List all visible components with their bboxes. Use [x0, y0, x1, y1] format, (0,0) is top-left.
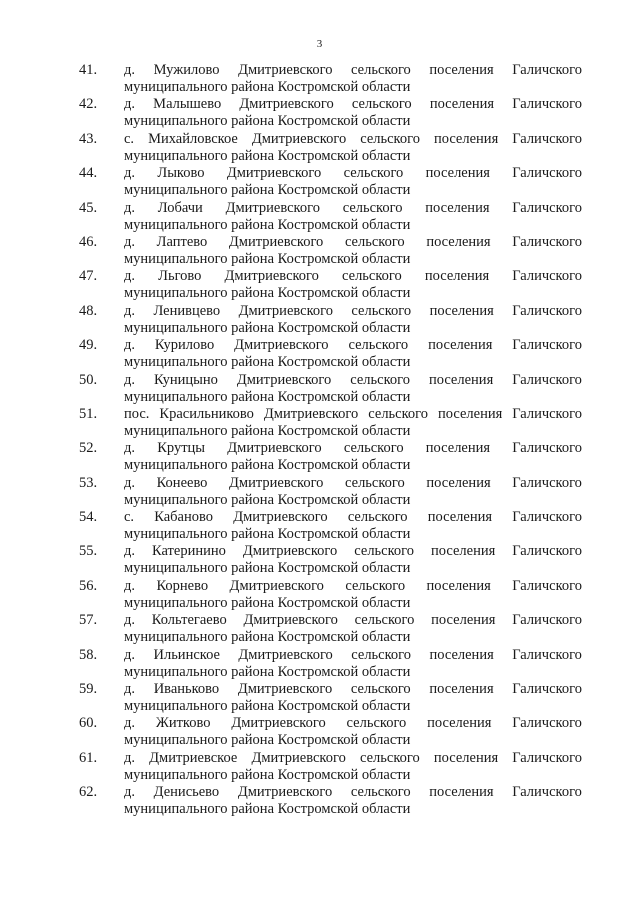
item-first-line: [124, 96, 582, 113]
item-word: Дмитриевского: [224, 268, 319, 285]
item-word: Галичского: [512, 199, 582, 216]
item-word: поселения: [425, 440, 491, 457]
item-word: Красильниково: [159, 405, 254, 422]
item-word: Мужилово: [153, 62, 220, 78]
item-word: д.: [124, 681, 136, 698]
item-word: Дмитриевского: [243, 612, 338, 629]
item-word: д.: [124, 165, 136, 182]
item-word: Кольтегаево: [151, 612, 227, 629]
item-number: 45.: [79, 199, 98, 216]
item-first-line: [124, 612, 582, 629]
item-number: 51.: [79, 405, 98, 422]
item-word: сельского: [343, 440, 404, 457]
item-word: поселения: [433, 130, 499, 147]
item-word: Иваньково: [153, 681, 220, 698]
item-word: Дмитриевского: [234, 337, 329, 354]
item-word: поселения: [429, 646, 494, 663]
item-word: сельского: [345, 577, 406, 594]
list-item: [0, 509, 639, 543]
list-item: [0, 543, 639, 577]
item-number: 49.: [79, 337, 98, 354]
item-word: сельского: [347, 509, 408, 526]
item-word: д.: [124, 646, 136, 663]
item-first-line: [124, 578, 582, 595]
item-word: Дмитриевского: [225, 199, 320, 216]
item-word: Галичского: [512, 509, 582, 526]
item-number: 54.: [79, 509, 98, 526]
item-word: Галичского: [512, 715, 582, 732]
item-word: Малышево: [153, 96, 222, 113]
item-word: д.: [124, 268, 136, 285]
item-continuation: муниципального района Костромской области: [124, 319, 411, 336]
list-item: [0, 612, 639, 646]
item-word: поселения: [429, 62, 494, 78]
item-word: Дмитриевского: [233, 509, 328, 526]
item-continuation: муниципального района Костромской области: [124, 113, 411, 130]
item-first-line: [124, 62, 582, 79]
list-item: [0, 578, 639, 612]
item-word: Дмитриевского: [263, 405, 359, 422]
item-continuation: муниципального района Костромской области: [124, 285, 411, 302]
item-word: Лыково: [157, 165, 205, 182]
item-word: Дмитриевского: [238, 302, 333, 319]
item-word: Галичского: [512, 233, 582, 250]
item-continuation: муниципального района Костромской области: [124, 216, 411, 233]
item-word: сельского: [343, 165, 404, 182]
item-continuation: муниципального района Костромской области: [124, 594, 411, 611]
item-number: 48.: [79, 302, 98, 319]
item-word: Галичского: [512, 784, 582, 801]
list-item: [0, 131, 639, 165]
item-word: поселения: [426, 577, 491, 594]
item-first-line: [124, 200, 582, 217]
item-word: Дмитриевского: [237, 681, 333, 698]
item-word: Денисьево: [153, 784, 220, 801]
item-word: Дмитриевского: [237, 784, 333, 801]
item-number: 53.: [79, 474, 98, 491]
item-word: Дмитриевского: [251, 130, 347, 147]
item-word: д.: [124, 577, 136, 594]
item-word: поселения: [425, 199, 490, 216]
item-word: д.: [124, 474, 136, 491]
item-word: Галичского: [512, 96, 582, 113]
item-first-line: [124, 647, 582, 664]
item-continuation: муниципального района Костромской области: [124, 422, 411, 439]
item-word: сельского: [351, 646, 411, 663]
item-word: поселения: [427, 715, 492, 732]
list-item: [0, 268, 639, 302]
item-word: д.: [124, 62, 136, 78]
item-word: поселения: [427, 509, 493, 526]
item-word: Дмитриевского: [238, 646, 333, 663]
item-word: сельского: [360, 130, 420, 147]
settlement-list: [0, 62, 639, 819]
item-number: 44.: [79, 165, 98, 182]
item-first-line: [124, 268, 582, 285]
item-word: д.: [124, 612, 136, 629]
item-first-line: [124, 784, 582, 801]
item-word: сельского: [350, 371, 410, 388]
item-first-line: [124, 750, 582, 767]
list-item: [0, 681, 639, 715]
item-word: Дмитриевского: [239, 96, 334, 113]
item-word: Куницыно: [154, 371, 218, 388]
item-first-line: [124, 234, 582, 251]
item-continuation: муниципального района Костромской области: [124, 663, 411, 680]
item-word: Дмитриевского: [229, 577, 324, 594]
item-word: Галичского: [512, 646, 582, 663]
item-word: сельского: [348, 337, 409, 354]
item-number: 50.: [79, 371, 98, 388]
item-word: д.: [124, 233, 136, 250]
item-first-line: [124, 681, 582, 698]
item-word: поселения: [426, 233, 491, 250]
item-word: Дмитриевского: [251, 749, 346, 766]
item-continuation: муниципального района Костромской области: [124, 766, 411, 783]
item-continuation: муниципального района Костромской области: [124, 79, 411, 95]
item-word: Крутцы: [157, 440, 206, 457]
item-word: Галичского: [512, 612, 582, 629]
list-item: [0, 165, 639, 199]
item-word: поселения: [437, 405, 503, 422]
item-number: 59.: [79, 681, 98, 698]
item-word: сельского: [342, 199, 403, 216]
item-word: д.: [124, 749, 136, 766]
list-item: [0, 750, 639, 784]
item-continuation: муниципального района Костромской области: [124, 147, 411, 164]
item-continuation: муниципального района Костромской области: [124, 354, 411, 371]
item-word: Галичского: [512, 130, 582, 147]
item-number: 52.: [79, 440, 98, 457]
item-word: поселения: [428, 337, 493, 354]
item-word: Ленивцево: [153, 302, 221, 319]
item-continuation: муниципального района Костромской области: [124, 250, 411, 267]
item-word: Кабаново: [154, 509, 214, 526]
item-first-line: [124, 440, 582, 457]
item-word: Дмитриевского: [226, 165, 322, 182]
item-continuation: муниципального района Костромской области: [124, 560, 411, 577]
item-word: Галичского: [512, 440, 582, 457]
item-first-line: [124, 475, 582, 492]
item-first-line: [124, 303, 582, 320]
item-word: д.: [124, 715, 136, 732]
item-word: с.: [124, 509, 135, 526]
item-word: Дмитриевского: [238, 62, 333, 78]
item-word: пос.: [124, 405, 150, 422]
item-number: 58.: [79, 646, 98, 663]
item-continuation: муниципального района Костромской области: [124, 457, 411, 474]
item-number: 42.: [79, 96, 98, 113]
item-number: 43.: [79, 130, 98, 147]
item-word: поселения: [429, 784, 494, 801]
item-word: поселения: [431, 543, 496, 560]
item-word: сельского: [350, 681, 411, 698]
item-continuation: муниципального района Костромской области: [124, 388, 411, 405]
list-item: [0, 440, 639, 474]
item-word: сельского: [351, 62, 411, 78]
item-word: Катеринино: [152, 543, 226, 560]
item-first-line: [124, 165, 582, 182]
list-item: [0, 62, 639, 96]
item-word: Дмитриевского: [229, 474, 324, 491]
item-word: Конеево: [156, 474, 208, 491]
item-number: 41.: [79, 62, 98, 78]
item-word: Ильинское: [153, 646, 220, 663]
item-word: Дмитриевского: [231, 715, 326, 732]
item-word: сельского: [344, 233, 405, 250]
item-word: Лобачи: [157, 199, 203, 216]
item-first-line: [124, 543, 582, 560]
list-item: [0, 96, 639, 130]
item-word: Галичского: [512, 577, 582, 594]
item-word: поселения: [425, 165, 490, 182]
item-word: поселения: [424, 268, 490, 285]
item-first-line: [124, 715, 582, 732]
list-item: [0, 475, 639, 509]
item-number: 55.: [79, 543, 98, 560]
item-word: Галичского: [512, 337, 582, 354]
item-continuation: муниципального района Костромской области: [124, 526, 411, 543]
item-word: Галичского: [512, 302, 582, 319]
item-continuation: муниципального района Костромской области: [124, 732, 411, 749]
list-item: [0, 303, 639, 337]
item-word: Галичского: [512, 268, 582, 285]
list-item: [0, 784, 639, 818]
item-word: д.: [124, 440, 136, 457]
item-word: сельского: [346, 715, 407, 732]
item-word: Житково: [155, 715, 211, 732]
item-first-line: [124, 406, 582, 423]
list-item: [0, 372, 639, 406]
item-word: д.: [124, 96, 136, 113]
item-word: поселения: [426, 474, 491, 491]
item-word: Лаптево: [156, 233, 208, 250]
item-word: сельского: [342, 268, 402, 285]
item-word: поселения: [428, 371, 494, 388]
item-word: поселения: [433, 749, 499, 766]
item-number: 46.: [79, 233, 98, 250]
list-item: [0, 337, 639, 371]
item-continuation: муниципального района Костромской области: [124, 182, 411, 199]
item-word: сельского: [351, 96, 412, 113]
item-word: д.: [124, 543, 136, 560]
item-word: Дмитриевского: [236, 371, 332, 388]
item-word: сельского: [350, 784, 411, 801]
item-word: Дмитриевского: [227, 440, 322, 457]
item-word: Галичского: [512, 681, 582, 698]
item-word: сельского: [345, 474, 405, 491]
item-word: Галичского: [512, 405, 582, 422]
item-word: д.: [124, 371, 136, 388]
list-item: [0, 406, 639, 440]
item-continuation: муниципального района Костромской области: [124, 629, 411, 646]
item-word: сельского: [354, 543, 414, 560]
list-item: [0, 200, 639, 234]
item-word: с.: [124, 130, 135, 147]
item-word: поселения: [431, 612, 496, 629]
item-word: Галичского: [512, 371, 582, 388]
item-word: д.: [124, 784, 136, 801]
item-word: Галичского: [512, 543, 582, 560]
item-first-line: [124, 337, 582, 354]
item-word: д.: [124, 337, 136, 354]
item-number: 62.: [79, 784, 98, 801]
list-item: [0, 715, 639, 749]
item-word: сельского: [354, 612, 415, 629]
item-word: Курилово: [154, 337, 215, 354]
item-number: 56.: [79, 577, 98, 594]
item-word: Корнево: [156, 577, 209, 594]
item-first-line: [124, 372, 582, 389]
item-continuation: муниципального района Костромской области: [124, 698, 411, 715]
item-number: 61.: [79, 749, 98, 766]
item-word: Дмитриевского: [228, 233, 324, 250]
item-word: Дмитриевское: [149, 749, 238, 766]
item-word: Дмитриевского: [242, 543, 338, 560]
item-word: Галичского: [512, 474, 582, 491]
item-word: сельского: [359, 749, 420, 766]
page-number: 3: [316, 38, 323, 50]
list-item: [0, 647, 639, 681]
item-word: поселения: [429, 681, 494, 698]
item-continuation: муниципального района Костромской области: [124, 491, 411, 508]
list-item: [0, 234, 639, 268]
item-number: 57.: [79, 612, 98, 629]
item-word: д.: [124, 302, 136, 319]
item-word: Михайловское: [148, 130, 238, 147]
item-number: 60.: [79, 715, 98, 732]
item-word: поселения: [429, 302, 494, 319]
item-word: сельского: [368, 405, 428, 422]
item-word: Льгово: [158, 268, 202, 285]
item-word: д.: [124, 199, 136, 216]
item-word: Галичского: [512, 62, 582, 78]
item-number: 47.: [79, 268, 98, 285]
item-word: Галичского: [512, 165, 582, 182]
item-first-line: [124, 131, 582, 148]
item-word: Галичского: [512, 749, 582, 766]
item-first-line: [124, 509, 582, 526]
item-word: сельского: [351, 302, 412, 319]
item-continuation: муниципального района Костромской области: [124, 801, 411, 818]
item-word: поселения: [429, 96, 495, 113]
